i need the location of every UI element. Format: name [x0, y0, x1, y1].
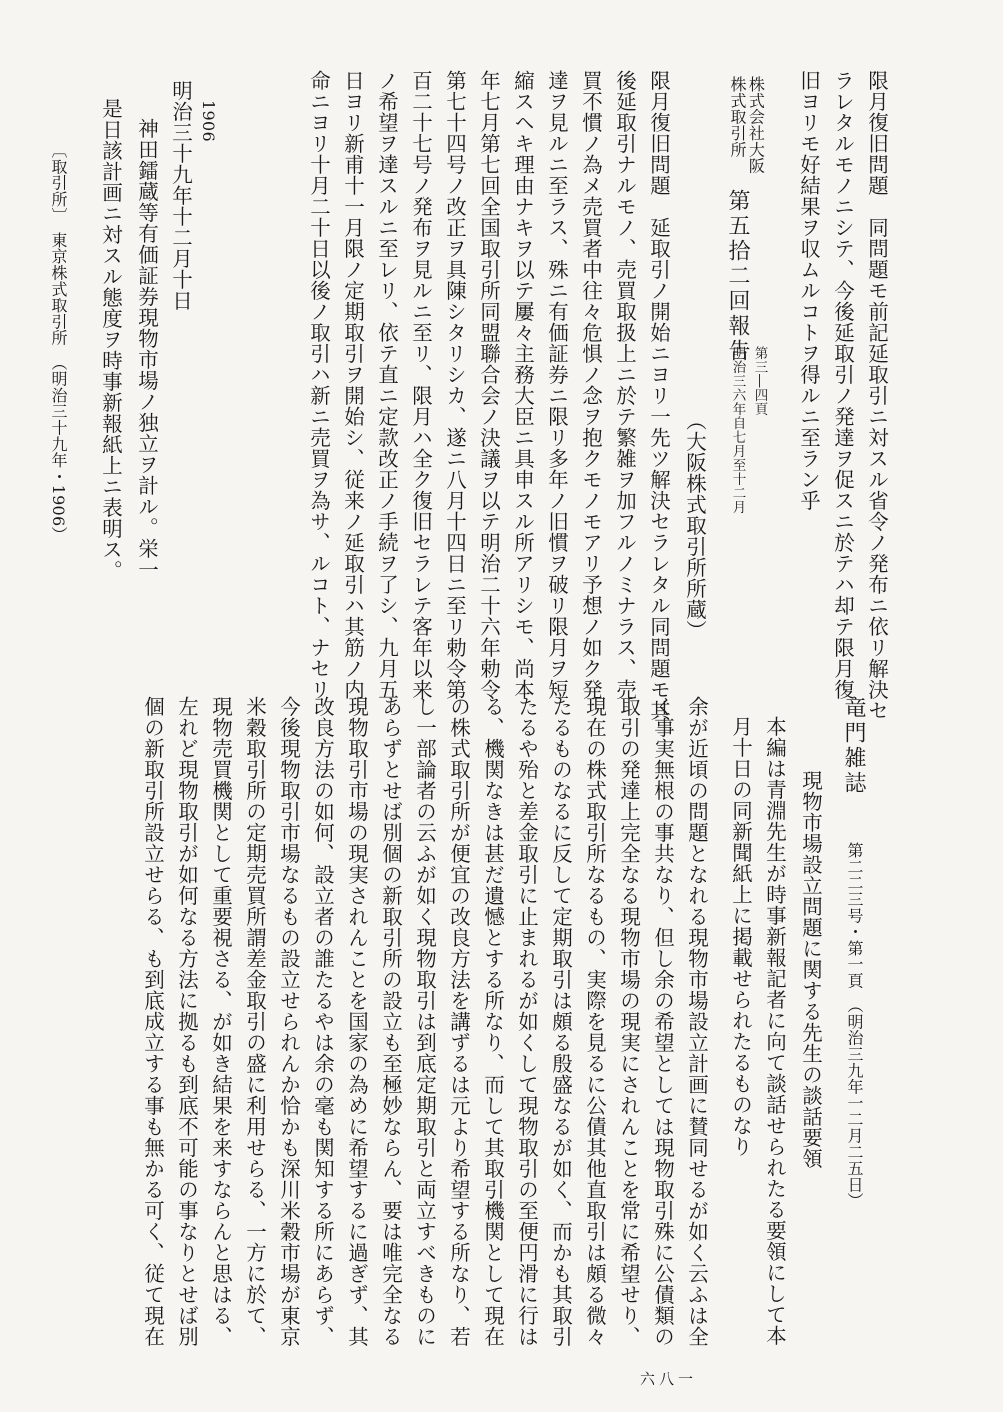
upper-body-line: 日ヨリ新甫十一月限ノ定期取引ヲ開始シ、従来ノ延取引ハ其筋ノ内	[340, 70, 365, 700]
lower-body-line: 現物売買機関として重要視さる、が如き結果を来すならんと思はる、	[208, 696, 233, 1347]
report-title: 第五拾二回報告	[725, 188, 750, 364]
lower-body-line: 今後現物取引市場なるもの設立せられんか恰かも深川米穀市場が東京	[276, 696, 301, 1347]
upper-body-line: 縮スヘキ理由ナキヲ以テ屢々主務大臣ニ具申スル所アリシモ、尚本	[510, 70, 535, 700]
entry-event-line-1: 神田鐳蔵等有価証券現物市場ノ独立ヲ計ル。栄一	[134, 118, 159, 580]
year-western: 1906	[199, 100, 218, 142]
upper-line-3: 旧ヨリモ好結果ヲ収ムルコトヲ得ルニ至ラン乎	[796, 70, 821, 511]
lower-body-line: 取引の発達上完全なる現物市場の現実にされんことを常に希望せり、	[616, 696, 641, 1347]
holding-institution: （大阪株式取引所所蔵）	[682, 410, 707, 641]
upper-body-line: 後延取引ナルモノ、売買取扱上ニ於テ繁雑ヲ加フルノミナラス、売	[612, 70, 637, 700]
lower-body-line: く事実無根の事共なり、但し余の希望としては現物取引殊に公債類の	[650, 696, 675, 1347]
upper-body-line: 年七月第七回全国取引所同盟聯合会ノ決議ヲ以テ明治二十六年勅令	[476, 70, 501, 700]
lower-body-line: 現在の株式取引所なるもの、実際を見るに公債其他直取引は頗る微々	[582, 696, 607, 1347]
upper-body-line: 限月復旧問題 延取引ノ開始ニヨリ一先ツ解決セラレタル同問題モ其	[646, 70, 671, 721]
lower-body-line: たるや殆と差金取引に止まれるが如くして現物取引の至便円滑に行は	[514, 696, 539, 1347]
lower-body-line: あらずとせば別個の新取引所の設立も至極妙ならん、要は唯完全なる	[378, 696, 403, 1347]
magazine-issue: 第二二三号・第一頁 （明治三九年一二月二五日）	[845, 842, 864, 1209]
upper-body-line: 買不慣ノ為メ売買者中往々危惧ノ念ヲ抱クモノモアリ予想ノ如ク発	[578, 70, 603, 700]
entry-event-line-2: 是日該計画ニ対スル態度ヲ時事新報紙上ニ表明ス。	[98, 98, 123, 581]
upper-line-1: 限月復旧問題 同問題モ前記延取引ニ対スル省令ノ発布ニ依リ解決セ	[864, 70, 889, 721]
lower-body-line: 米穀取引所の定期売買所謂差金取引の盛に利用せらる、一方に於て、	[242, 696, 267, 1347]
lower-body-line: の株式取引所が便宜の改良方法を講ずるは元より希望する所なり、若	[446, 696, 471, 1347]
lower-body-line: る、機関なきは甚だ遺憾とする所なり、而して其取引機関として現在	[480, 696, 505, 1347]
org-line-2: 株式取引所	[728, 76, 747, 158]
org-line-1: 株式会社大阪	[746, 76, 766, 174]
section-label: 〔取引所〕 東京株式取引所 （明治三十九年・1906）	[49, 142, 68, 543]
article-intro-line-1: 本編は青淵先生が時事新報記者に向て談話せられたる要領にして本	[762, 716, 787, 1346]
entry-date: 明治三十九年十二月十日	[168, 80, 193, 311]
upper-line-2: ラレタルモノニシテ、今後延取引ノ発達ヲ促スニ於テハ却テ限月復	[830, 70, 855, 700]
article-title: 現物市場設立問題に関する先生の談話要領	[798, 770, 823, 1169]
report-header	[726, 76, 764, 364]
source-period: 明治三六年自七月至十二月	[729, 346, 746, 514]
lower-body-line: 個の新取引所設立せらる、も到底成立する事も無かる可く、従て現在	[140, 696, 165, 1347]
page-number: 六八一	[640, 1370, 698, 1388]
article-intro-line-2: 月十日の同新聞紙上に掲載せられたるものなり	[728, 716, 753, 1157]
upper-body-line: 百二十七号ノ発布ヲ見ルニ至リ、限月ハ全ク復旧セラレテ客年以来	[408, 70, 433, 700]
lower-body-line: 左れど現物取引が如何なる方法に拠るも到底不可能の事なりとせば別	[174, 696, 199, 1347]
source-pages: 第三―四頁	[751, 346, 768, 416]
upper-body-line: 達ヲ見ルニ至ラス、殊ニ有価証券ニ限リ多年ノ旧慣ヲ破リ限月ヲ短	[544, 70, 569, 700]
lower-body-line: 改良方法の如何、設立者の誰たるやは余の毫も関知する所にあらず、	[310, 696, 335, 1347]
lower-body-line: 余が近頃の問題となれる現物市場設立計画に賛同せるが如く云ふは全	[684, 696, 709, 1347]
lower-body-line: し一部論者の云ふが如く現物取引は到底定期取引と両立すべきものに	[412, 696, 437, 1347]
lower-body-line: たるものなるに反して定期取引は頗る殷盛なるが如く、而かも其取引	[548, 696, 573, 1347]
upper-body-line: 命ニヨリ十月二十日以後ノ取引ハ新ニ売買ヲ為サ、ルコト、ナセリ	[306, 70, 331, 700]
lower-body-line: 現物取引市場の現実されんことを国家の為めに希望するに過ぎず、其	[344, 696, 369, 1347]
magazine-title: 竜門雑誌	[841, 696, 866, 796]
upper-body-line: ノ希望ヲ達スルニ至レリ、依テ直ニ定款改正ノ手続ヲ了シ、九月五	[374, 70, 399, 700]
upper-body-line: 第七十四号ノ改正ヲ具陳シタリシカ、遂ニ八月十四日ニ至リ勅令第	[442, 70, 467, 700]
